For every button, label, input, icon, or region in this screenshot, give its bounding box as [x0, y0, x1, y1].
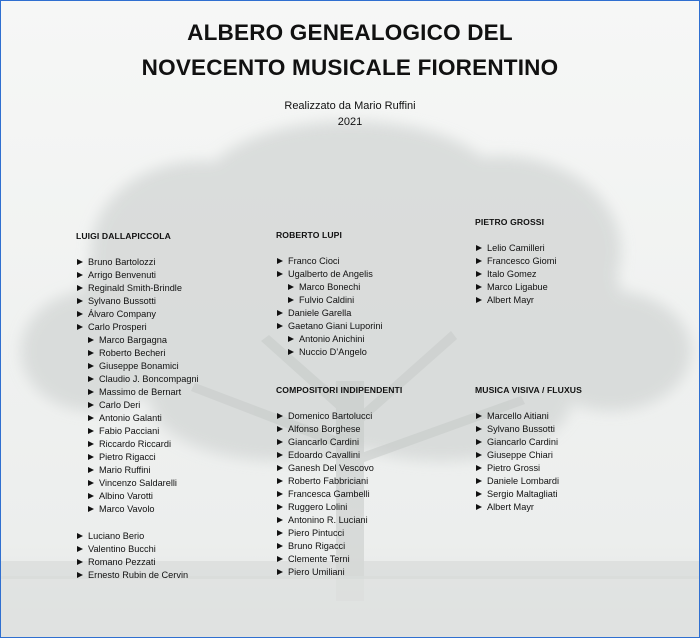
composer-list-item: Arrigo Benvenuti	[76, 269, 199, 282]
composer-list-item: Piero Umiliani	[276, 566, 402, 579]
composer-list	[76, 256, 199, 516]
composer-list-item: Piero Pintucci	[276, 527, 402, 540]
composer-list	[276, 410, 402, 579]
year-label: 2021	[337, 116, 363, 128]
student-list-item: Fulvio Caldini	[287, 294, 383, 307]
composer-list-item: Giancarlo Cardini	[475, 436, 582, 449]
composer-list-item: Francesca Gambelli	[276, 488, 402, 501]
student-list-item: Antonio Galanti	[87, 412, 199, 425]
composer-list-item: Sergio Maltagliati	[475, 488, 582, 501]
composer-list-item: Antonino R. Luciani	[276, 514, 402, 527]
group-musica-visiva-fluxus	[475, 384, 582, 514]
composer-list-item: Roberto Fabbriciani	[276, 475, 402, 488]
student-list-item: Roberto Becheri	[87, 347, 199, 360]
student-list-item: Albino Varotti	[87, 490, 199, 503]
composer-list-item: Ugalberto de Angelis	[276, 268, 383, 281]
composer-list-item: Daniele Garella	[276, 307, 383, 320]
student-list-item: Pietro Rigacci	[87, 451, 199, 464]
student-list-item: Marco Bargagna	[87, 334, 199, 347]
student-list-item: Antonio Anichini	[287, 333, 383, 346]
composer-list-item: Valentino Bucchi	[76, 543, 199, 556]
composer-list-item: Domenico Bartolucci	[276, 410, 402, 423]
composer-list-item: Ruggero Lolini	[276, 501, 402, 514]
composer-list-item: Franco Cioci	[276, 255, 383, 268]
composer-list-item: Pietro Grossi	[475, 462, 582, 475]
student-list-item: Nuccio D’Angelo	[287, 346, 383, 359]
composer-list-item: Bruno Rigacci	[276, 540, 402, 553]
composer-list-item: Albert Mayr	[475, 294, 556, 307]
composer-list-item: Francesco Giomi	[475, 255, 556, 268]
composer-list-item: Italo Gomez	[475, 268, 556, 281]
group-heading: COMPOSITORI INDIPENDENTI	[276, 385, 403, 395]
composer-list-additional	[76, 530, 199, 582]
composer-list-item: Daniele Lombardi	[475, 475, 582, 488]
composer-list-item: Romano Pezzati	[76, 556, 199, 569]
composer-list-item: Giuseppe Chiari	[475, 449, 582, 462]
composer-list-item: Clemente Terni	[276, 553, 402, 566]
group-roberto-lupi	[276, 229, 383, 359]
page-title-line-1: ALBERO GENEALOGICO DEL	[187, 20, 513, 45]
student-list-item: Marco Vavolo	[87, 503, 199, 516]
composer-list-item: Marco Ligabue	[475, 281, 556, 294]
composer-list-item: Reginald Smith-Brindle	[76, 282, 199, 295]
composer-list-item: Gaetano Giani Luporini	[276, 320, 383, 333]
composer-list-item: Álvaro Company	[76, 308, 199, 321]
composer-list-item: Alfonso Borghese	[276, 423, 402, 436]
student-list-item: Claudio J. Boncompagni	[87, 373, 199, 386]
group-luigi-dallapiccola	[76, 230, 199, 582]
composer-list-item: Giancarlo Cardini	[276, 436, 402, 449]
composer-list-item: Sylvano Bussotti	[76, 295, 199, 308]
composer-list	[475, 242, 556, 307]
composer-list-item: Ganesh Del Vescovo	[276, 462, 402, 475]
group-heading: MUSICA VISIVA / FLUXUS	[475, 385, 582, 395]
author-credit: Realizzato da Mario Ruffini	[284, 100, 416, 112]
composer-list-item: Albert Mayr	[475, 501, 582, 514]
group-heading: ROBERTO LUPI	[276, 230, 342, 240]
composer-list-item: Ernesto Rubin de Cervin	[76, 569, 199, 582]
composer-list-item: Edoardo Cavallini	[276, 449, 402, 462]
student-list-item: Carlo Deri	[87, 399, 199, 412]
student-list-item: Giuseppe Bonamici	[87, 360, 199, 373]
student-list-item: Mario Ruffini	[87, 464, 199, 477]
student-list-item: Vincenzo Saldarelli	[87, 477, 199, 490]
composer-list-item: Sylvano Bussotti	[475, 423, 582, 436]
student-list-item: Fabio Pacciani	[87, 425, 199, 438]
student-list-item: Riccardo Riccardi	[87, 438, 199, 451]
group-pietro-grossi	[475, 216, 556, 307]
group-heading: LUIGI DALLAPICCOLA	[76, 231, 171, 241]
page-title-line-2: NOVECENTO MUSICALE FIORENTINO	[141, 55, 559, 80]
composer-list	[276, 255, 383, 359]
group-heading: PIETRO GROSSI	[475, 217, 545, 227]
group-compositori-indipendenti	[276, 384, 402, 579]
composer-list-item: Carlo Prosperi	[76, 321, 199, 334]
list-gap	[76, 516, 199, 530]
composer-list-item: Lelio Camilleri	[475, 242, 556, 255]
composer-list	[475, 410, 582, 514]
composer-list-item: Luciano Berio	[76, 530, 199, 543]
student-list-item: Massimo de Bernart	[87, 386, 199, 399]
composer-list-item: Marcello Aitiani	[475, 410, 582, 423]
composer-list-item: Bruno Bartolozzi	[76, 256, 199, 269]
student-list-item: Marco Bonechi	[287, 281, 383, 294]
